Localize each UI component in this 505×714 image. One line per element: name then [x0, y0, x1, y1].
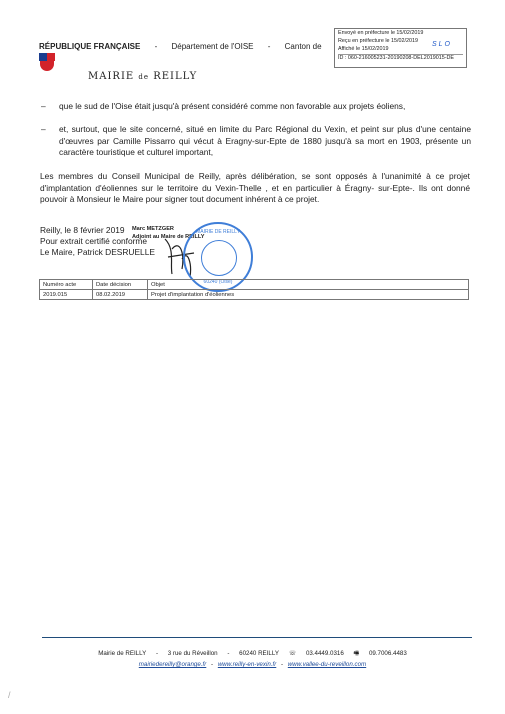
- email-link[interactable]: mairiedereilly@orange.fr: [138, 661, 207, 668]
- seal-top-text: MAIRIE DE REILLY: [196, 229, 240, 235]
- footer-phone: 03.4449.0316: [305, 650, 344, 657]
- signer-role: Adjoint au Maire de REILLY: [132, 234, 205, 240]
- column-header: Date décision: [93, 280, 148, 290]
- footer-city: 60240 REILLY: [239, 650, 279, 657]
- decision-date: 08.02.2019: [93, 290, 148, 300]
- table-row: [40, 290, 469, 300]
- republic-label: RÉPUBLIQUE FRANÇAISE: [39, 42, 141, 51]
- seal-emblem-icon: [201, 240, 237, 276]
- act-subject: Projet d'implantation d'éoliennes: [148, 290, 469, 300]
- bullet-item: – et, surtout, que le site concerné, situé en limite du Parc Régional du Vexin, et peint sur plus d'une centaine d'œuvres par Camille Pissarro qui vécut à Eragny-sur-Epte de 1880 jusqu'à sa mort en 1903, présente un caractère touristique et culturel important,: [41, 124, 471, 157]
- bullet-text: que le sud de l'Oise était jusqu'à présent considéré comme non favorable aux projets éoliens,: [59, 101, 406, 111]
- signer-name: Marc METZGER: [132, 226, 174, 232]
- footer-fax: 09.7006.4483: [368, 650, 407, 657]
- posted-date: Affiché le 15/02/2019: [338, 45, 389, 52]
- footer-mairie: Mairie de REILLY: [98, 650, 147, 657]
- header-separator: -: [154, 42, 158, 51]
- certified-line: Pour extrait certifié conforme: [40, 236, 148, 246]
- letterhead: [39, 42, 334, 51]
- seal-bottom-text: 60240 (Oise): [203, 279, 233, 285]
- slo-logo: SLO: [431, 41, 452, 48]
- mayor-line: Le Maire, Patrick DESRUELLE: [40, 247, 155, 257]
- footer-links: mairiedereilly@orange.fr - www.reilly-en-vexin.fr - www.vallee-du-reveillon.com: [138, 661, 367, 668]
- table-header-row: [40, 280, 469, 290]
- sent-date: Envoyé en préfecture le 15/02/2019: [338, 30, 424, 36]
- act-number: 2019.015: [40, 290, 93, 300]
- canton-label: Canton de: [284, 42, 322, 51]
- phone-icon: ☏: [288, 651, 297, 657]
- footer-rule: [42, 637, 472, 638]
- header-separator: -: [267, 42, 271, 51]
- fax-icon: 🖷: [353, 651, 360, 657]
- received-date: Reçu en préfecture le 15/02/2019: [338, 37, 419, 44]
- coat-of-arms-icon: [39, 53, 55, 71]
- bullet-text: et, surtout, que le site concerné, situé en limite du Parc Régional du Vexin, et peint sur plus d'une centaine d'œuvres par Camille Pissarro qui vécut à Eragny-sur-Epte de 1880 jusqu'à sa mort en 1903, présente un caractère touristique et culturel important,: [59, 124, 471, 157]
- act-id: ID : 060-216005231-20190208-DEL2019015-DE: [338, 54, 463, 63]
- website-link[interactable]: www.reilly-en-vexin.fr: [217, 661, 277, 668]
- prefecture-stamp: [334, 28, 467, 68]
- departement-label: Département de l'OISE: [171, 42, 254, 51]
- mairie-title: MAIRIE de REILLY: [88, 71, 198, 82]
- bullet-item: – que le sud de l'Oise était jusqu'à présent considéré comme non favorable aux projets éoliens,: [41, 101, 471, 113]
- date-line: Reilly, le 8 février 2019: [40, 225, 125, 235]
- footer-contact: Mairie de REILLY - 3 rue du Réveillon - 60240 REILLY ☏ 03.4449.0316 🖷 09.7006.4483: [98, 650, 407, 657]
- resolution-paragraph: Les membres du Conseil Municipal de Reilly, après délibération, se sont opposés à l'unanimité à ce projet d'implantation d'éoliennes sur le territoire du Vexin-Thelle , et en particulier à Éragny- sur-Epte-. Ils ont donné pouvoir à Monsieur le Maire pour signer tout document inhérent à ce projet.: [40, 171, 470, 204]
- website-link[interactable]: www.vallee-du-reveillon.com: [287, 661, 367, 668]
- act-table: [39, 279, 469, 300]
- column-header: Objet: [148, 280, 469, 290]
- margin-mark: /: [8, 690, 11, 700]
- column-header: Numéro acte: [40, 280, 93, 290]
- footer-address: 3 rue du Réveillon: [167, 650, 218, 657]
